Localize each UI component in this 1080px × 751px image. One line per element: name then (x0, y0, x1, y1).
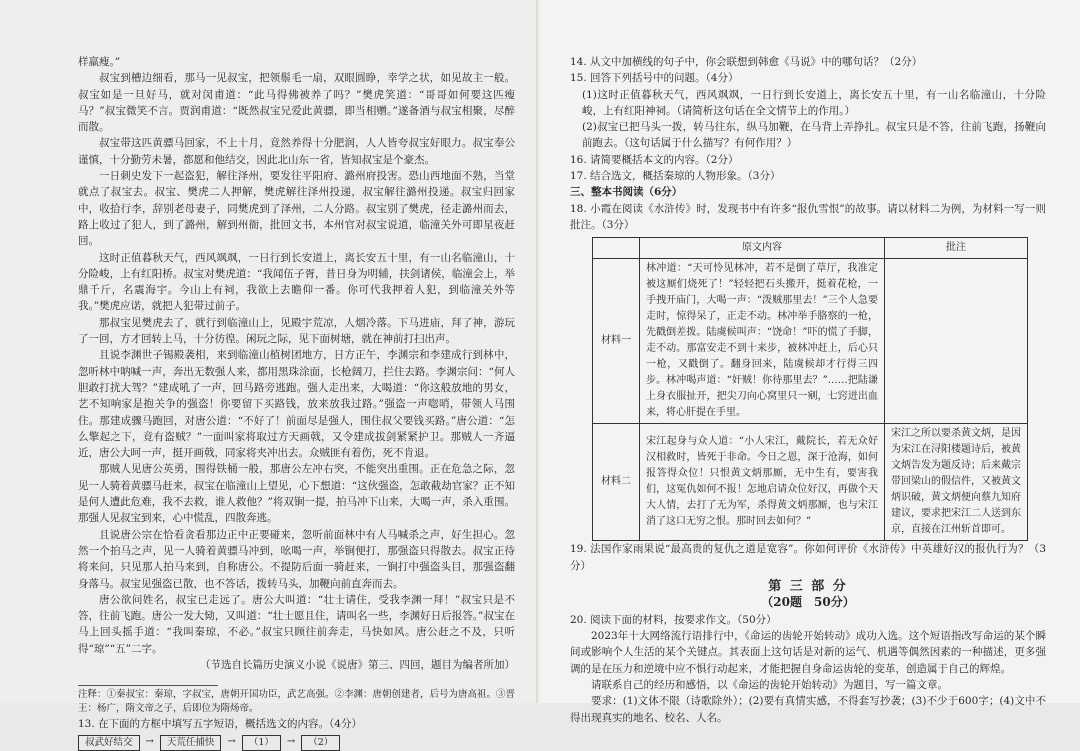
paragraph: 一日刺史发下一起盗犯，解往泽州，要发往平阳府、潞州府投害。恐山西地面不熟，当堂就点了叔宝去。叔宝、樊虎二人押解，樊虎解往泽州投递，叔宝解往潞州投递。叔宝归回家中，收拾行李，辞别老母妻子，同樊虎到了泽州，二人分路。叔宝别了樊虎，径走潞州而去，路上收过了犯人，到了潞州，解到州衙，批回文书，本州官对叔宝说道，临潼关外可即星夜赶回。 (78, 170, 515, 248)
annotation-cell[interactable] (885, 259, 1028, 424)
question-16: 16. 请简要概括本文的内容。（2分） (570, 153, 739, 166)
paragraph: 那叔宝见樊虎去了，就行到临潼山上，见殿宇荒凉，人烟冷落。下马进庙，拜了神，游玩了一回，方才回转上马，十分彷徨。闲玩之际，见下面树塘，就在神前打扫出声。 (78, 316, 515, 346)
left-column (78, 54, 515, 751)
summary-box: 天荒任捕快 (160, 735, 222, 751)
table-row (593, 424, 1028, 541)
table-header-row (593, 238, 1028, 259)
paragraph: 且说李渊世子锡殿袭相，来到临潼山植树团地方，日方正午，李渊宗和李建成行到林中，忽听林中呐喊一声，奔出无数强人来，都用黑珠涂面，长枪阔刀，拦住去路。李渊宗问：“何人胆敢打扰大驾？”建成吼了一声，回马路旁逃跑。强人走出来，大喝道：“你这般放地的男女，艺不知响家是抱关争的强盗！你要留下买路钱，放来放我过路。”强盗一声唿哨，带领人马围住。那建成骤马跑回，对唐公道：“不好了！前面尽是强人，围住叔父要钱买路。”唐公道：“怎么擎起之下，竟有盗贼？”一面叫家将取过方天画戟，又令建成拔剑紧紧护卫。那贼人一齐逼近，唐公大呵一声，挺开画戟，同家将夹冲出去。众贼匪有着伤，死不肯退。 (78, 349, 515, 460)
original-text: 林冲道：“天可怜见林冲，若不是倒了草厅，我准定被这厮们烧死了！”轻轻把石头搬开，挺着花枪，一手拽开庙门，大喝一声：“泼贼那里去！”三个人急要走时，惊得呆了，正走不动。林冲举手胳察的一枪，先戳倒差拨。陆虞候叫声：“饶命！”吓的慌了手脚，走不动。那富安走不到十来步，被林冲赶上，后心只一枪，又戳倒了。翻身回来，陆虞候却才行得三四步。林冲喝声道：“奸贼！你待那里去？”……把陆谦上身衣服扯开，把尖刀向心窝里只一剜，七窍迸出血来，将心肝提在手里。 (640, 259, 885, 424)
original-text: 宋江起身与众人道：“小人宋江，戴院长，若无众好汉相救时，皆死于非命。今日之恩，深于沧海，如何报答得众位！只恨黄文炳那厮，无中生有，要害我们，这冤仇如何不报！怎地启请众位好汉，再做个天大人情，去打了无为军，杀得黄文炳那厮，也与宋江消了这口无穷之恨。那时回去如何？” (640, 424, 885, 541)
paragraph: 叔宝到槽边细看，那马一见叔宝，把领鬃毛一扇，双眼圆睁，幸学之状，如见故主一般。叔宝如是一旦好马，就对闵甫道：“此马得佛被养了吗？”樊虎笑道：“哥哥如何要这匹瘦马？”叔宝微笑不言。贾润甫道：“既然叔宝兄爱此黄骠，即当相赠。”遂备酒与叔宝相聚，尽醉而散。 (78, 72, 515, 134)
table-header (593, 238, 640, 259)
table-header: 批注 (885, 238, 1028, 259)
part-title: 第 三 部 分 (768, 578, 848, 594)
question-17: 17. 结合选文，概括秦琼的人物形象。（3分） (570, 170, 781, 183)
paragraph: 那贼人见唐公英勇，围得铁桶一般，那唐公左冲右突，不能突出重围。正在危急之际，忽见一人骑着黄骠马赶来，叔宝在临潼山上望见，心下想道：“这伙强盗，怎敢截劫官家？正不知是何人遭此危难，我不去救，谁人救他？”将双锏一提，拍马冲下山来，大喝一声，杀入重围。那强人见叔宝到来，心中慌乱，四散奔逃。 (78, 463, 515, 525)
question-19: 19. 法国作家雨果说“最高贵的复仇之道是宽容”。你如何评价《水浒传》中英雄好汉的报仇行为？（3分） (570, 543, 1046, 572)
left-page (0, 0, 540, 748)
annotation-table (592, 237, 1028, 541)
arrow-right-icon: → (286, 735, 296, 747)
summary-box: （2） (301, 735, 340, 751)
paragraph: 且说唐公宗在恰看贪看那边正中正要碰来，忽听前面林中有人马喊杀之声，好生担心。忽然一个拍马之声，见一人骑着黄骠马冲到，吆喝一声，举锏便打，那强盗只得散去。叔宝正待将来问，只见那人拍马来到，自称唐公。不提防后面一骑赶来，一锏打中强盗头目，那强盗翻身落马。叔宝见强盗已散，也不答话，拨转马头，加鞭向前直奔而去。 (78, 528, 515, 590)
part-subtitle: （20题 50分） (761, 594, 855, 609)
question-20-material: 2023年十大网络流行语排行中，《命运的齿轮开始转动》成功入选。这个短语指改写命运的某个瞬间或影响个人生活的某个关键点。其表面上这句话是对新的运气、机遇等偶然因素的一种描述，更多强调的是在压力和逆境中应不惧行动起来，才能把握自身命运齿轮的变革，创造属于自己的辉煌。 (570, 630, 1046, 675)
table-header: 原文内容 (640, 238, 885, 259)
paragraph: 样羸瘦。” (78, 56, 121, 68)
question-20-task: 请联系自己的经历和感悟，以《命运的齿轮开始转动》为题目，写一篇文章。 (591, 679, 948, 692)
question-14: 14. 从文中加横线的句子中，你会联想到韩愈《马说》中的哪句话？（2分） (570, 56, 923, 68)
question-15-2: (2)叔宝已把马头一拨，转马往东，纵马加鞭，在马背上弄挣扎。叔宝只是不答，往前飞跑，扬鞭向前跑去。（这句话属于什么描写？有何作用？） (582, 121, 1046, 150)
footnotes: 注释：①秦叔宝：秦琼，字叔宝，唐朝开国功臣，武艺高强。②李渊：唐朝创建者，后号为唐高祖。③晋王：杨广，隋文帝之子，后即位为隋炀帝。 (78, 689, 516, 715)
paragraph: 唐公欲问姓名，叔宝已走远了。唐公大叫道：“壮士请住，受我李渊一拜！”叔宝只是不答，往前飞跑。唐公一发大恸，又叫道：“壮士愿且住，请叫名一些，李渊好日后报答。”叔宝在马上回头摇手道：“我叫秦琼，不必。”叔宝只顾往前奔走，马快如风。唐公赶之不及，只听得“琼”“五”二字。 (78, 593, 515, 655)
summary-boxes (78, 735, 515, 751)
notes-divider (78, 685, 218, 686)
summary-box: （1） (242, 735, 281, 751)
right-page (540, 0, 1080, 724)
row-label: 材料二 (593, 424, 640, 541)
question-18: 18. 小霞在阅读《水浒传》时，发现书中有许多“报仇雪恨”的故事。请以材料二为例，为材料一写一则批注。（3分） (570, 202, 1046, 231)
question-15: 15. 回答下列括号中的问题。（4分） (570, 72, 739, 85)
question-20-requirements: 要求：(1)文体不限（诗歌除外）；(2)要有真情实感，不得套写抄袭；(3)不少于600字；(4)文中不得出现真实的地名、校名、人名。 (570, 695, 1046, 724)
table-row (593, 259, 1028, 424)
question-20: 20. 阅读下面的材料，按要求作文。（50分） (570, 613, 777, 626)
arrow-right-icon: → (145, 735, 154, 747)
source-note: （节选自长篇历史演义小说《说唐》第三、四回，题目为编者所加） (200, 658, 515, 671)
annotation-cell: 宋江之所以要杀黄文炳，是因为宋江在浔阳楼题诗后，被黄文炳告发为题反诗；后来戴宗带回梁山的假信件，又被黄文炳识破，黄文炳便向蔡九知府建议，要求把宋江二人送到东京，直接在江州斩首即可。 (885, 424, 1028, 541)
right-column (570, 54, 1046, 726)
paragraph: 叔宝带这匹黄骠马回家，不上十月，竟然养得十分肥润，人人皆夸叔宝好眼力。叔宝奉公谨慎，十分勤劳未暑，都愿和他结交，因此北山东一省，皆知叔宝是个豪杰。 (78, 137, 515, 166)
paragraph: 这时正值暮秋天气，西风飒飒，一日行到长安道上，离长安五十里，有一山名临潼山，十分险峻，上有红阳桥。叔宝对樊虎道：“我闻伍子胥，昔日身为明辅，扶剑诸侯，临潼会上，举鼎千斤，名震海宇。今山上有祠，我欲上去瞻仰一番。你可代我押着人犯，到临潼关外等我。”樊虎应诺，就把人犯带过前子。 (78, 251, 515, 313)
row-label: 材料一 (593, 259, 640, 424)
section-heading: 三、整本书阅读（6分） (570, 186, 683, 199)
question-15-1: (1)这时正值暮秋天气，西风飒飒，一日行到长安道上，离长安五十里，有一山名临潼山，十分险峻，上有红阳神祠。（请简析这句话在全文情节上的作用。） (582, 88, 1046, 117)
question-13: 13. 在下面的方框中填写五字短语，概括选文的内容。（4分） (78, 718, 362, 731)
arrow-right-icon: → (227, 735, 236, 747)
summary-box: 叔武好结交 (78, 735, 140, 751)
